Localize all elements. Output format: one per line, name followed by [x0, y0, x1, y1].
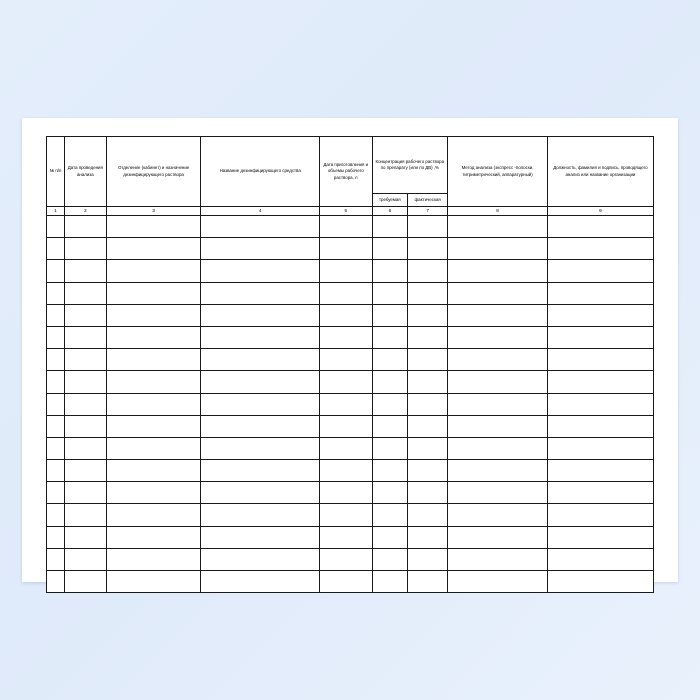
table-cell[interactable]: [372, 571, 408, 593]
table-cell[interactable]: [106, 460, 201, 482]
table-row[interactable]: [47, 304, 654, 326]
table-cell[interactable]: [64, 260, 106, 282]
table-cell[interactable]: [408, 460, 448, 482]
table-cell[interactable]: [64, 326, 106, 348]
table-cell[interactable]: [448, 304, 548, 326]
table-cell[interactable]: [320, 460, 373, 482]
table-cell[interactable]: [448, 548, 548, 570]
table-cell[interactable]: [547, 571, 653, 593]
table-cell[interactable]: [64, 371, 106, 393]
table-cell[interactable]: [320, 238, 373, 260]
table-cell[interactable]: [448, 326, 548, 348]
table-cell[interactable]: [408, 437, 448, 459]
table-cell[interactable]: [201, 437, 320, 459]
column-header-analysis-method: Метод анализа (экспресс -полоски, титриметрический, аппаратурный): [448, 137, 548, 207]
document-paper: [22, 118, 678, 582]
table-cell[interactable]: [201, 504, 320, 526]
table-cell[interactable]: [408, 548, 448, 570]
journal-table-container: [46, 136, 654, 593]
table-cell[interactable]: [408, 526, 448, 548]
table-cell[interactable]: [320, 415, 373, 437]
table-cell[interactable]: [64, 393, 106, 415]
table-cell[interactable]: [547, 260, 653, 282]
table-row[interactable]: [47, 282, 654, 304]
table-row[interactable]: [47, 482, 654, 504]
table-cell[interactable]: [408, 504, 448, 526]
table-cell[interactable]: [47, 526, 65, 548]
table-cell[interactable]: [106, 571, 201, 593]
table-cell[interactable]: [64, 460, 106, 482]
table-cell[interactable]: [47, 393, 65, 415]
table-cell[interactable]: [408, 482, 448, 504]
table-cell[interactable]: [320, 504, 373, 526]
table-cell[interactable]: [320, 282, 373, 304]
table-cell[interactable]: [448, 526, 548, 548]
table-cell[interactable]: [372, 548, 408, 570]
table-cell[interactable]: [47, 371, 65, 393]
table-cell[interactable]: [320, 326, 373, 348]
table-cell[interactable]: [547, 349, 653, 371]
table-cell[interactable]: [64, 238, 106, 260]
table-row[interactable]: [47, 504, 654, 526]
table-cell[interactable]: [106, 326, 201, 348]
table-cell[interactable]: [372, 282, 408, 304]
table-cell[interactable]: [372, 216, 408, 238]
table-cell[interactable]: [320, 304, 373, 326]
table-cell[interactable]: [408, 415, 448, 437]
table-cell[interactable]: [320, 548, 373, 570]
table-cell[interactable]: [547, 415, 653, 437]
table-cell[interactable]: [106, 238, 201, 260]
table-cell[interactable]: [201, 460, 320, 482]
table-cell[interactable]: [64, 482, 106, 504]
table-cell[interactable]: [106, 482, 201, 504]
table-cell[interactable]: [448, 282, 548, 304]
table-cell[interactable]: [64, 282, 106, 304]
table-cell[interactable]: [64, 548, 106, 570]
column-number-7: 7: [408, 207, 448, 216]
table-cell[interactable]: [201, 282, 320, 304]
table-cell[interactable]: [201, 326, 320, 348]
table-cell[interactable]: [547, 216, 653, 238]
table-cell[interactable]: [372, 260, 408, 282]
table-header-row: [47, 137, 654, 194]
column-number-4: 4: [201, 207, 320, 216]
table-cell[interactable]: [47, 216, 65, 238]
table-cell[interactable]: [64, 526, 106, 548]
table-cell[interactable]: [106, 393, 201, 415]
table-row[interactable]: [47, 460, 654, 482]
table-row[interactable]: [47, 415, 654, 437]
column-number-8: 8: [448, 207, 548, 216]
table-cell[interactable]: [64, 571, 106, 593]
table-cell[interactable]: [47, 238, 65, 260]
table-cell[interactable]: [320, 571, 373, 593]
table-cell[interactable]: [448, 482, 548, 504]
table-cell[interactable]: [372, 482, 408, 504]
table-row[interactable]: [47, 238, 654, 260]
table-cell[interactable]: [106, 304, 201, 326]
table-cell[interactable]: [47, 260, 65, 282]
table-cell[interactable]: [201, 548, 320, 570]
journal-table-body: [47, 216, 654, 593]
table-row[interactable]: [47, 349, 654, 371]
table-cell[interactable]: [448, 216, 548, 238]
table-cell[interactable]: [547, 504, 653, 526]
table-cell[interactable]: [448, 415, 548, 437]
table-cell[interactable]: [408, 326, 448, 348]
table-cell[interactable]: [47, 504, 65, 526]
table-cell[interactable]: [448, 460, 548, 482]
table-cell[interactable]: [64, 504, 106, 526]
column-number-9: 9: [547, 207, 653, 216]
table-cell[interactable]: [408, 371, 448, 393]
column-header-disinfectant-name: Название дезинфицирующего средства: [201, 137, 320, 207]
table-cell[interactable]: [547, 526, 653, 548]
table-cell[interactable]: [64, 415, 106, 437]
table-cell[interactable]: [106, 548, 201, 570]
table-cell[interactable]: [320, 216, 373, 238]
table-cell[interactable]: [47, 304, 65, 326]
table-cell[interactable]: [47, 482, 65, 504]
table-cell[interactable]: [448, 437, 548, 459]
table-cell[interactable]: [547, 282, 653, 304]
column-header-preparation-date-volume: Дата приготовления и объемы рабочего раствора, л: [320, 137, 373, 207]
table-cell[interactable]: [372, 304, 408, 326]
table-cell[interactable]: [106, 504, 201, 526]
table-cell[interactable]: [547, 238, 653, 260]
table-cell[interactable]: [106, 216, 201, 238]
table-cell[interactable]: [106, 371, 201, 393]
table-cell[interactable]: [106, 260, 201, 282]
table-cell[interactable]: [448, 393, 548, 415]
table-cell[interactable]: [547, 482, 653, 504]
table-cell[interactable]: [64, 349, 106, 371]
table-cell[interactable]: [106, 349, 201, 371]
table-cell[interactable]: [547, 304, 653, 326]
column-header-department: Отделение (кабинет) и назначение дезинфицирующего раствора: [106, 137, 201, 207]
table-cell[interactable]: [64, 216, 106, 238]
table-cell[interactable]: [201, 304, 320, 326]
table-cell[interactable]: [372, 393, 408, 415]
table-cell[interactable]: [320, 260, 373, 282]
table-row[interactable]: [47, 371, 654, 393]
table-row[interactable]: [47, 571, 654, 593]
column-header-concentration-actual: фактическая: [408, 194, 448, 207]
table-cell[interactable]: [47, 282, 65, 304]
table-cell[interactable]: [201, 393, 320, 415]
column-header-concentration-required: требуемая: [372, 194, 408, 207]
table-cell[interactable]: [47, 437, 65, 459]
table-cell[interactable]: [448, 371, 548, 393]
table-cell[interactable]: [372, 238, 408, 260]
table-cell[interactable]: [47, 326, 65, 348]
table-cell[interactable]: [47, 415, 65, 437]
table-cell[interactable]: [372, 526, 408, 548]
table-cell[interactable]: [320, 371, 373, 393]
table-cell[interactable]: [320, 393, 373, 415]
table-cell[interactable]: [320, 482, 373, 504]
table-cell[interactable]: [201, 216, 320, 238]
table-cell[interactable]: [408, 260, 448, 282]
table-row[interactable]: [47, 216, 654, 238]
table-cell[interactable]: [201, 349, 320, 371]
table-cell[interactable]: [408, 282, 448, 304]
column-number-3: 3: [106, 207, 201, 216]
table-cell[interactable]: [47, 571, 65, 593]
column-number-2: 2: [64, 207, 106, 216]
table-cell[interactable]: [372, 504, 408, 526]
table-cell[interactable]: [106, 282, 201, 304]
table-cell[interactable]: [448, 504, 548, 526]
table-cell[interactable]: [64, 437, 106, 459]
column-number-5: 5: [320, 207, 373, 216]
table-cell[interactable]: [547, 393, 653, 415]
table-cell[interactable]: [47, 349, 65, 371]
table-cell[interactable]: [47, 548, 65, 570]
table-cell[interactable]: [372, 349, 408, 371]
table-row[interactable]: [47, 526, 654, 548]
column-number-6: 6: [372, 207, 408, 216]
table-cell[interactable]: [547, 437, 653, 459]
table-cell[interactable]: [448, 260, 548, 282]
table-cell[interactable]: [547, 371, 653, 393]
table-cell[interactable]: [408, 571, 448, 593]
table-cell[interactable]: [372, 415, 408, 437]
table-cell[interactable]: [448, 349, 548, 371]
table-cell[interactable]: [64, 304, 106, 326]
journal-table: [46, 136, 654, 593]
column-header-number: № п/п: [47, 137, 65, 207]
table-cell[interactable]: [372, 460, 408, 482]
table-cell[interactable]: [201, 415, 320, 437]
column-number-1: 1: [47, 207, 65, 216]
table-cell[interactable]: [448, 238, 548, 260]
table-cell[interactable]: [320, 349, 373, 371]
table-cell[interactable]: [448, 571, 548, 593]
column-header-analysis-date: Дата проведения анализа: [64, 137, 106, 207]
table-row[interactable]: [47, 260, 654, 282]
table-cell[interactable]: [201, 482, 320, 504]
table-cell[interactable]: [201, 526, 320, 548]
table-cell[interactable]: [47, 460, 65, 482]
table-cell[interactable]: [372, 437, 408, 459]
table-row[interactable]: [47, 548, 654, 570]
column-header-position-name-signature: Должность, фамилия и подпись, проводящего анализ или название организации: [547, 137, 653, 207]
table-cell[interactable]: [106, 415, 201, 437]
table-cell[interactable]: [201, 238, 320, 260]
table-row[interactable]: [47, 393, 654, 415]
table-cell[interactable]: [106, 526, 201, 548]
table-cell[interactable]: [201, 371, 320, 393]
table-cell[interactable]: [408, 238, 448, 260]
table-cell[interactable]: [201, 260, 320, 282]
table-cell[interactable]: [372, 326, 408, 348]
table-cell[interactable]: [547, 460, 653, 482]
table-cell[interactable]: [408, 304, 448, 326]
table-cell[interactable]: [408, 349, 448, 371]
table-row[interactable]: [47, 326, 654, 348]
table-cell[interactable]: [320, 437, 373, 459]
table-cell[interactable]: [547, 548, 653, 570]
table-cell[interactable]: [201, 571, 320, 593]
column-header-concentration-group: Концентрация рабочего раствора по препарату (или по ДВ) ,%: [372, 137, 448, 194]
column-number-row: [47, 207, 654, 216]
table-cell[interactable]: [547, 326, 653, 348]
table-cell[interactable]: [106, 437, 201, 459]
table-cell[interactable]: [408, 393, 448, 415]
table-cell[interactable]: [320, 526, 373, 548]
table-row[interactable]: [47, 437, 654, 459]
table-cell[interactable]: [408, 216, 448, 238]
table-cell[interactable]: [372, 371, 408, 393]
